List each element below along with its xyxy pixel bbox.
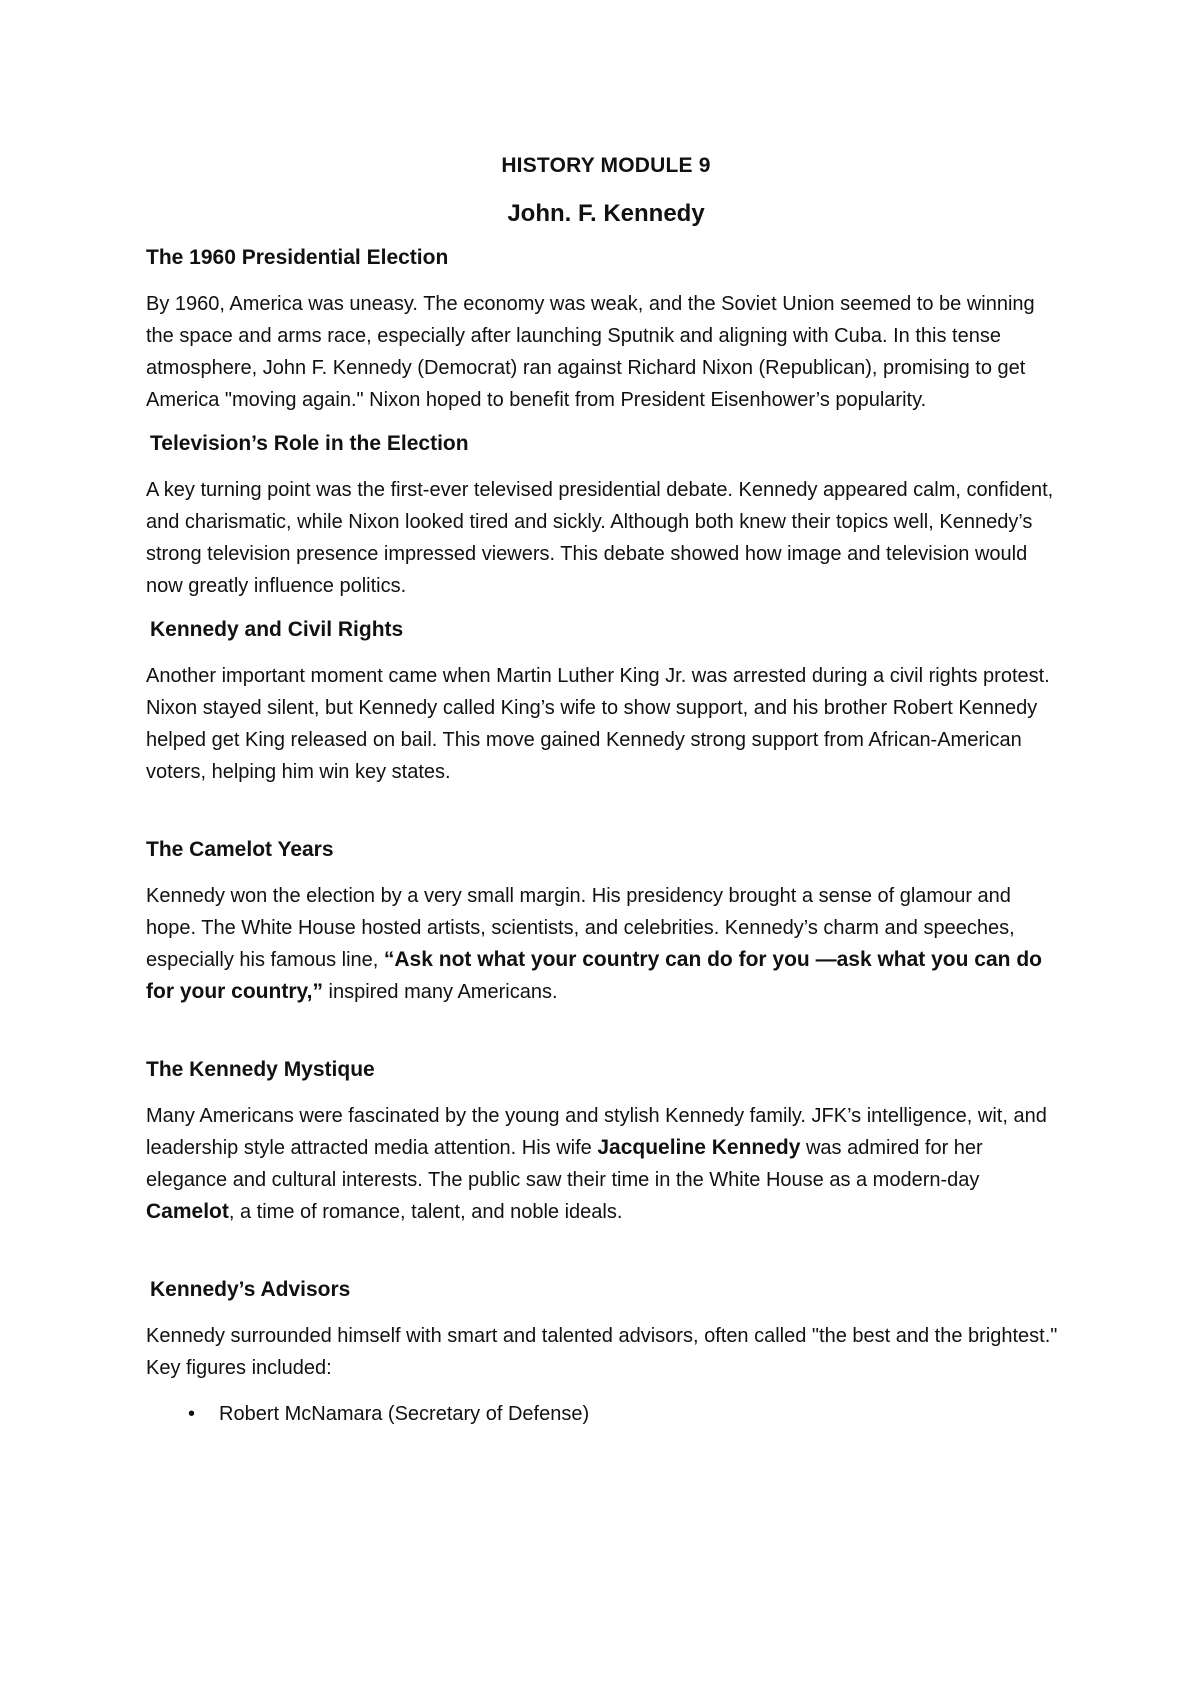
paragraph-1960-election: By 1960, America was uneasy. The economy was weak, and the Soviet Union seemed to be winning the space and arms race, especially after launching Sputnik and aligning with Cuba. In this tense atmosphere, John F. Kennedy (Democrat) ran against Richard Nixon (Republican), promising to get America "moving again." Nixon hoped to benefit from President Eisenhower’s popularity.: [146, 293, 1035, 411]
mystique-text-part3: , a time of romance, talent, and noble ideals.: [228, 1201, 623, 1223]
camelot-text-before: Kennedy won the election by a very small margin. His presidency brought a sense of glamour and hope. The White House hosted artists, scientists, and celebrities. Kennedy’s charm and speeches, especially his famous line,: [146, 885, 1015, 971]
bullet-icon: •: [188, 1403, 196, 1425]
jacqueline-kennedy-name: Jacqueline Kennedy: [597, 1136, 801, 1159]
list-item-text: Robert McNamara (Secretary of Defense): [219, 1403, 590, 1425]
document-subtitle: John. F. Kennedy: [507, 200, 705, 227]
section-heading-kennedy-mystique: The Kennedy Mystique: [146, 1058, 375, 1081]
paragraph-civil-rights: Another important moment came when Martin Luther King Jr. was arrested during a civil rights protest. Nixon stayed silent, but Kennedy called King’s wife to show support, and his brother Robert Kennedy helped get King released on bail. This move gained Kennedy strong support from African-American voters, helping him win key states.: [146, 665, 1050, 783]
paragraph-kennedy-mystique: [146, 1100, 1066, 1228]
section-heading-1960-election: The 1960 Presidential Election: [146, 246, 449, 269]
paragraph-camelot-years: [146, 880, 1066, 1008]
advisors-list: [146, 1398, 1066, 1430]
paragraph-advisors: Kennedy surrounded himself with smart and talented advisors, often called "the best and the brightest." Key figures included:: [146, 1325, 1058, 1379]
famous-quote: “Ask not what your country can do for you —ask what you can do for your country,”: [146, 948, 1042, 1003]
section-heading-camelot-years: The Camelot Years: [146, 838, 334, 861]
section-heading-television-role: Television’s Role in the Election: [150, 432, 469, 455]
document-title: HISTORY MODULE 9: [501, 154, 711, 177]
camelot-term: Camelot: [146, 1200, 229, 1223]
section-heading-civil-rights: Kennedy and Civil Rights: [150, 618, 404, 641]
mystique-text-part1: Many Americans were fascinated by the young and stylish Kennedy family. JFK’s intelligence, wit, and leadership style attracted media attention. His wife: [146, 1105, 1047, 1159]
section-heading-advisors: Kennedy’s Advisors: [150, 1278, 351, 1301]
list-item: [146, 1398, 1066, 1430]
paragraph-television-role: A key turning point was the first-ever televised presidential debate. Kennedy appeared calm, confident, and charismatic, while Nixon looked tired and sickly. Although both knew their topics well, Kennedy’s strong television presence impressed viewers. This debate showed how image and television would now greatly influence politics.: [146, 479, 1054, 597]
document-content: [146, 150, 1066, 1430]
mystique-text-part2: was admired for her elegance and cultural interests. The public saw their time in the White House as a modern-day: [146, 1137, 983, 1191]
camelot-text-after: inspired many Americans.: [322, 981, 558, 1003]
